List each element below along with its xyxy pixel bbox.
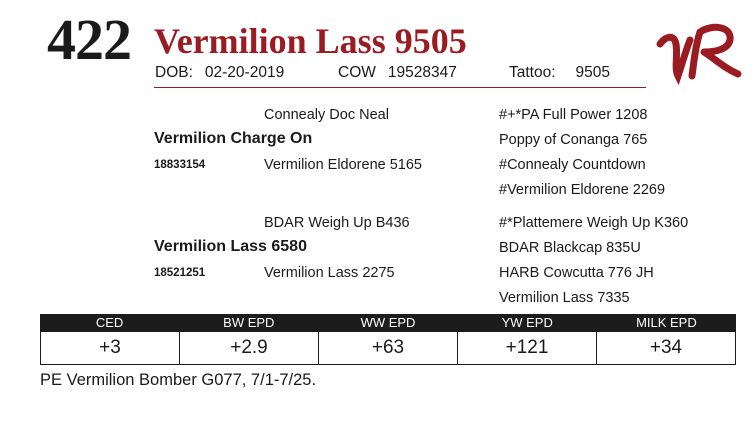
dam-dam: Vermilion Lass 2275 — [264, 265, 395, 281]
vr-brand-logo-icon — [652, 14, 744, 88]
dam-sire-sire: #*Plattemere Weigh Up K360 — [499, 215, 689, 231]
epd-value-yw: +121 — [457, 332, 596, 364]
sire-sire: Connealy Doc Neal — [264, 107, 389, 123]
sire-dam-sire: #Connealy Countdown — [499, 157, 646, 173]
dob-value: 02-20-2019 — [204, 64, 285, 81]
sire-dam-dam: #Vermilion Eldorene 2269 — [499, 182, 666, 198]
registration-field — [338, 63, 457, 83]
registration-label: COW — [338, 64, 376, 81]
sire-sire-dam: Poppy of Conanga 765 — [499, 132, 648, 148]
dob-label: DOB: — [155, 64, 193, 81]
dam-sire-dam: BDAR Blackcap 835U — [499, 240, 641, 256]
epd-header-row — [40, 314, 736, 331]
sire-name: Vermilion Charge On — [154, 130, 313, 147]
tattoo-field — [509, 63, 610, 83]
dam-dam-sire: HARB Cowcutta 776 JH — [499, 265, 654, 281]
breeding-note: PE Vermilion Bomber G077, 7/1-7/25. — [40, 371, 317, 389]
epd-header-milk: MILK EPD — [636, 315, 697, 330]
header-divider — [154, 87, 646, 88]
epd-value-bw: +2.9 — [179, 332, 318, 364]
animal-name: Vermilion Lass 9505 — [154, 21, 467, 61]
epd-header-bw: BW EPD — [223, 315, 275, 330]
dam-registration: 18521251 — [154, 267, 206, 279]
dob-field — [155, 63, 284, 83]
epd-header-ww: WW EPD — [360, 315, 416, 330]
sire-dam: Vermilion Eldorene 5165 — [264, 157, 422, 173]
epd-value-ced: +3 — [99, 337, 121, 358]
dam-name: Vermilion Lass 6580 — [154, 238, 307, 255]
registration-value: 19528347 — [387, 64, 457, 81]
dam-dam-dam: Vermilion Lass 7335 — [499, 290, 630, 306]
sire-sire-sire: #+*PA Full Power 1208 — [499, 107, 648, 123]
epd-value-ww: +63 — [318, 332, 457, 364]
sire-registration: 18833154 — [154, 159, 206, 171]
epd-header-yw: YW EPD — [501, 315, 553, 330]
lot-number: 422 — [47, 7, 131, 72]
epd-value-milk: +34 — [596, 332, 735, 364]
epd-value-row — [40, 331, 736, 365]
epd-header-ced: CED — [95, 315, 124, 330]
tattoo-label: Tattoo: — [509, 64, 556, 81]
tattoo-value: 9505 — [575, 64, 611, 81]
dam-sire: BDAR Weigh Up B436 — [264, 215, 410, 231]
